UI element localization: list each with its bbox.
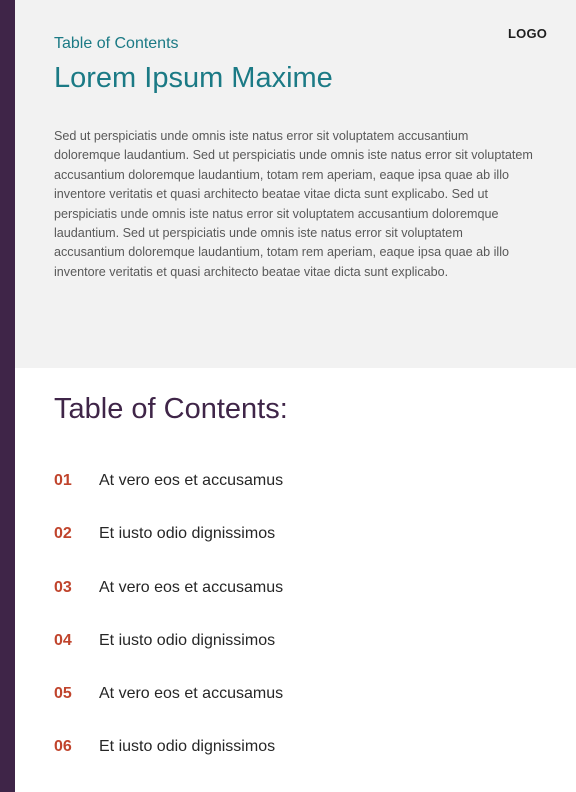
toc-label: At vero eos et accusamus: [99, 472, 284, 489]
toc-item-01[interactable]: [54, 470, 283, 523]
toc-number: 06: [54, 738, 72, 756]
toc-number: 01: [54, 472, 72, 489]
toc-number: 04: [54, 631, 72, 649]
toc-label: Et iusto odio dignissimos: [99, 631, 276, 649]
page-title: Lorem Ipsum Maxime: [54, 62, 333, 94]
toc-heading: Table of Contents:: [54, 393, 288, 425]
toc-label: Et iusto odio dignissimos: [99, 525, 276, 543]
toc-item-03[interactable]: [54, 577, 283, 630]
toc-item-05[interactable]: [54, 683, 283, 736]
toc-number: 03: [54, 578, 72, 596]
toc-item-04[interactable]: [54, 630, 283, 683]
toc-item-02[interactable]: [54, 523, 283, 576]
toc-number: 02: [54, 525, 72, 543]
side-accent-bar: [0, 0, 15, 792]
intro-paragraph: Sed ut perspiciatis unde omnis iste natus error sit voluptatem accusantium doloremque laudantium. Sed ut perspiciatis unde omnis iste natus error sit voluptatem accusantium doloremque laudantium, totam rem aperiam, eaque ipsa quae ab illo inventore veritatis et quasi architecto beatae vitae dicta sunt explicabo. Sed ut perspiciatis unde omnis iste natus error sit voluptatem accusantium doloremque laudantium. Sed ut perspiciatis unde omnis iste natus error sit voluptatem accusantium doloremque laudantium, totam rem aperiam, eaque ipsa quae ab illo inventore veritatis et quasi architecto beatae vitae dicta sunt explicabo.: [54, 129, 533, 279]
section-kicker: Table of Contents: [54, 35, 179, 52]
toc-label: At vero eos et accusamus: [99, 578, 284, 596]
toc-label: At vero eos et accusamus: [99, 685, 284, 703]
toc-list: [54, 470, 283, 790]
toc-label: Et iusto odio dignissimos: [99, 738, 276, 756]
logo: LOGO: [508, 26, 548, 41]
toc-item-06[interactable]: [54, 736, 283, 789]
toc-number: 05: [54, 685, 72, 703]
